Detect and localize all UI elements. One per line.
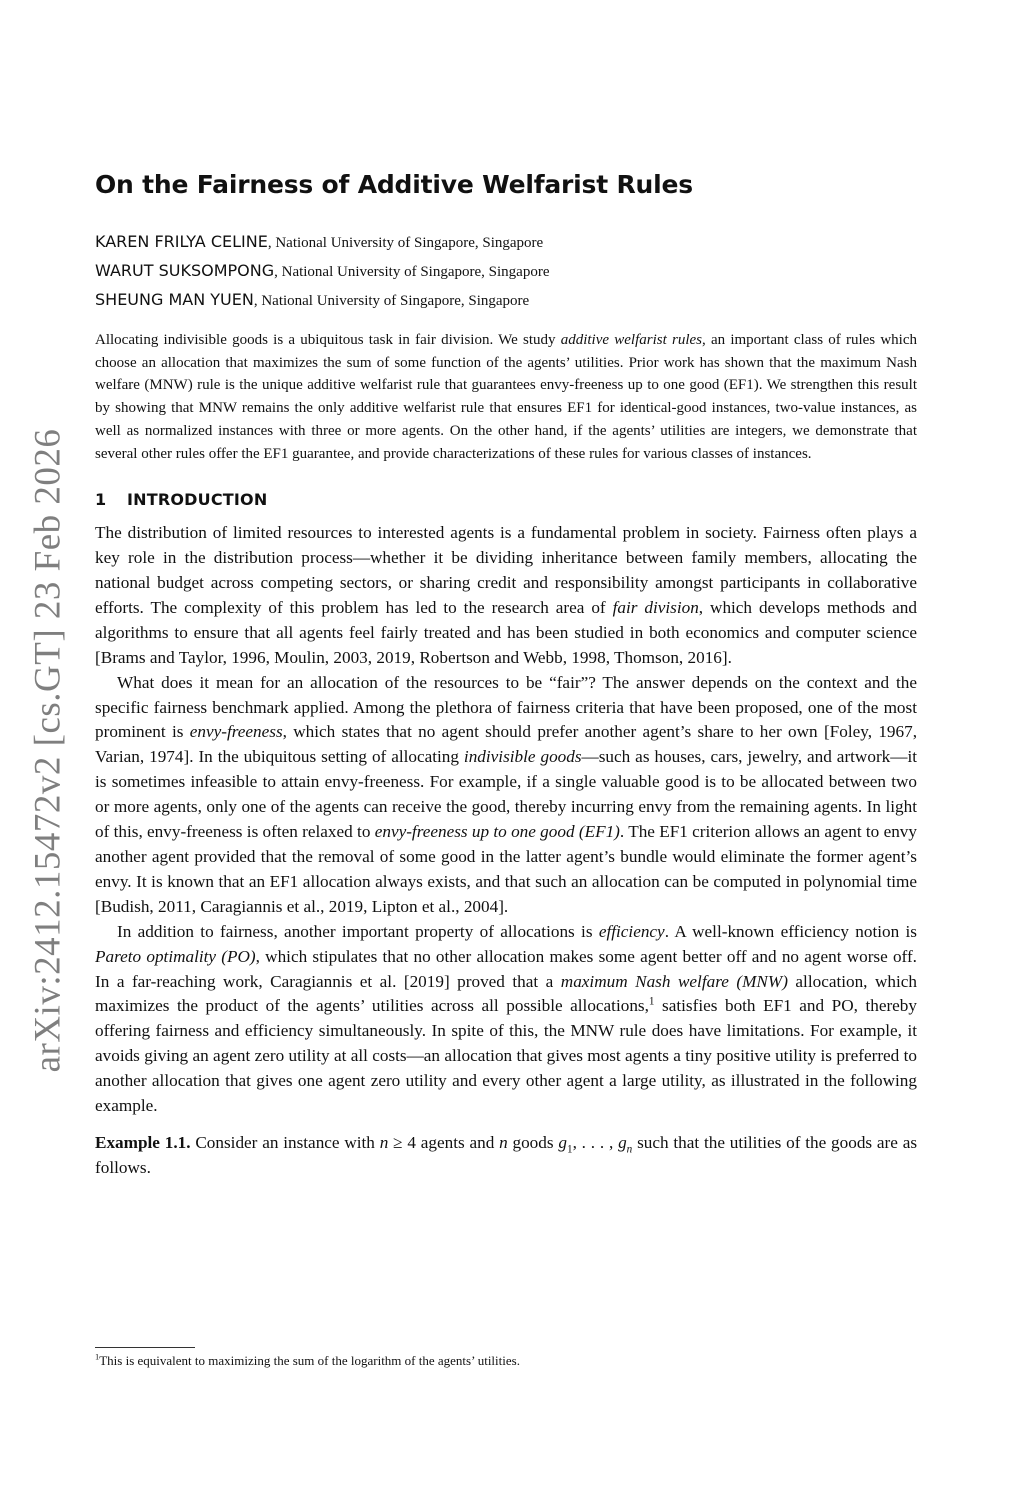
body-emphasis: indivisible goods [463, 747, 582, 767]
abstract-emphasis: additive welfarist rules [560, 332, 702, 348]
math-variable: n [499, 1132, 508, 1152]
body-text: The distribution of limited resources to interested agents is a fundamental problem in society. Fairness often plays a key role in the distribution process—whether it be dividing inheritance between family members, allocating the national budget across competing sectors, or sharing credit and responsibility amongst participants in collaborative efforts. The complexity of this problem has led to the research area of [95, 523, 917, 617]
abstract-paragraph [95, 329, 917, 465]
example-text: Consider an instance with [190, 1132, 380, 1152]
body-paragraph [95, 920, 917, 1119]
author-entry [95, 228, 917, 257]
body-text: allocation, which maximizes the product of the agents’ utilities across all possible allocations, [95, 971, 917, 1016]
math-variable: g [558, 1132, 567, 1152]
body-emphasis: maximum Nash welfare (MNW) [560, 971, 788, 991]
author-affiliation: , National University of Singapore, Singapore [267, 235, 544, 251]
author-list [95, 228, 917, 315]
author-affiliation: , National University of Singapore, Singapore [253, 293, 530, 309]
body-text: satisfies both EF1 and PO, thereby offering fairness and efficiency simultaneously. In spite of this, the MNW rule does have limitations. For example, it avoids giving an agent zero utility at all costs—an allocation that gives most agents a tiny positive utility is preferred to another allocation that gives one agent zero utility and every other agent a large utility, as illustrated in the following example. [95, 996, 917, 1116]
body-text: . The EF1 criterion allows an agent to envy another agent provided that the removal of some good in the latter agent’s bundle would eliminate the former agent’s envy. It is known that an EF1 allocation always exists, and that such an allocation can be computed in polynomial time [Budish, 2011, Caragiannis et al., 2019, Lipton et al., 2004]. [95, 822, 917, 916]
author-name: WARUT SUKSOMPONG [95, 261, 275, 280]
example-text: , . . . , [572, 1132, 619, 1152]
example-block [95, 1131, 917, 1181]
author-name: SHEUNG MAN YUEN [95, 290, 254, 309]
footnote-number: 1 [95, 1351, 100, 1362]
example-text: such that the utilities of the goods are as follows. [95, 1132, 918, 1177]
section-number: 1 [95, 490, 107, 510]
math-variable: g [618, 1132, 627, 1152]
body-emphasis: envy-freeness up to one good (EF1) [374, 822, 620, 842]
author-entry [95, 286, 917, 315]
abstract-text: Allocating indivisible goods is a ubiquitous task in fair division. We study [95, 332, 561, 348]
body-text: . A well-known efficiency notion is [664, 921, 917, 941]
body-paragraph [95, 671, 917, 920]
body-text: , which stipulates that no other allocation makes some agent better off and no agent worse off. In a far-reaching work, Caragiannis et al. [2019] proved that a [95, 946, 917, 991]
math-subscript: 1 [566, 1143, 573, 1156]
body-text: In addition to fairness, another important property of allocations is [117, 921, 599, 941]
arxiv-sidebar-stamp [18, 380, 78, 1120]
body-text: —such as houses, cars, jewelry, and artwork—it is sometimes infeasible to attain envy-freeness. For example, if a single valuable good is to be allocated between two or more agents, only one of the agents can receive the good, thereby incurring envy from the remaining agents. In light of this, envy-freeness is often relaxed to [95, 747, 917, 842]
example-label: Example 1.1. [95, 1132, 191, 1152]
body-text: What does it mean for an allocation of the resources to be “fair”? The answer depends on the context and the specific fairness benchmark applied. Among the plethora of fairness criteria that have been proposed, one of the most prominent is [95, 672, 917, 742]
abstract [95, 329, 917, 465]
section-body [95, 521, 917, 1119]
footnote-divider [95, 1347, 195, 1348]
footnote-marker[interactable]: 1 [648, 995, 655, 1008]
author-entry [95, 257, 917, 286]
example-text: goods [507, 1132, 559, 1152]
body-emphasis: efficiency [598, 921, 665, 941]
body-text: , which states that no agent should prefer another agent’s share to her own [Foley, 1967, Varian, 1974]. In the ubiquitous setting of allocating [95, 722, 917, 767]
body-emphasis: fair division [612, 597, 699, 617]
author-name: KAREN FRILYA CELINE [95, 232, 268, 251]
arxiv-identifier: arXiv:2412.15472v2 [cs.GT] 23 Feb 2026 [27, 428, 69, 1072]
math-subscript: n [626, 1143, 633, 1156]
body-text: , which develops methods and algorithms to ensure that all agents feel fairly treated and has been studied in both economics and computer science [Brams and Taylor, 1996, Moulin, 2003, 2019, Robertson and Webb, 1998, Thomson, 2016]. [95, 597, 917, 667]
footnote-text: This is equivalent to maximizing the sum of the logarithm of the agents’ utilities. [99, 1353, 520, 1368]
footnote [95, 1353, 520, 1369]
section-heading [95, 490, 917, 509]
body-emphasis: envy-freeness [189, 722, 283, 742]
example-text: ≥ 4 agents and [388, 1132, 500, 1152]
body-emphasis: Pareto optimality (PO) [95, 946, 256, 966]
paper-page [95, 170, 917, 1181]
section-title: INTRODUCTION [127, 490, 268, 510]
paper-title: On the Fairness of Additive Welfarist Rules [95, 170, 693, 199]
body-paragraph [95, 521, 917, 670]
abstract-text: , an important class of rules which choose an allocation that maximizes the sum of some function of the agents’ utilities. Prior work has shown that the maximum Nash welfare (MNW) rule is the unique additive welfarist rule that guarantees envy-freeness up to one good (EF1). We strengthen this result by showing that MNW remains the only additive welfarist rule that ensures EF1 for identical-good instances, two-value instances, as well as normalized instances with three or more agents. On the other hand, if the agents’ utilities are integers, we demonstrate that several other rules offer the EF1 guarantee, and provide characterizations of these rules for various classes of instances. [95, 332, 918, 462]
math-variable: n [379, 1132, 389, 1152]
author-affiliation: , National University of Singapore, Singapore [274, 264, 550, 280]
